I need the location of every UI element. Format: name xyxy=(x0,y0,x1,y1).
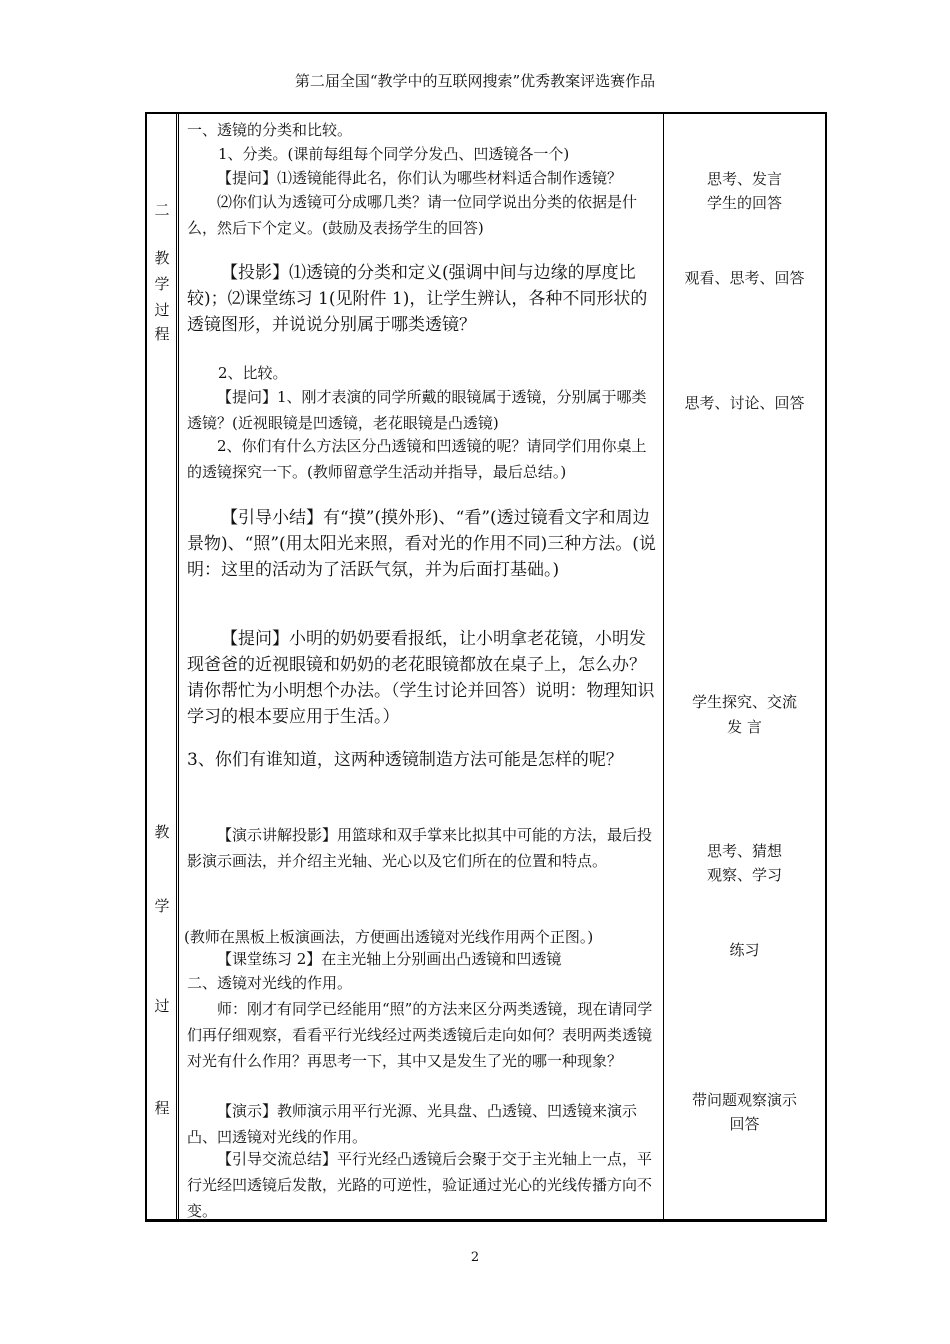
paragraph: 2、你们有什么方法区分凸透镜和凹透镜的呢？请同学们用你桌上的透镜探究一下。(教师留意学生活动并指导，最后总结。) xyxy=(187,437,647,481)
paragraph: 【投影】⑴透镜的分类和定义(强调中间与边缘的厚度比较)；⑵课堂练习 1(见附件 1)，让学生辨认，各种不同形状的透镜图形，并说说分别属于哪类透镜？ xyxy=(187,263,648,335)
section-heading: 二、透镜对光线的作用。 xyxy=(187,974,353,992)
activity-text: 思考、讨论、回答 xyxy=(684,394,805,412)
activity-text: 学生探究、交流 xyxy=(691,693,797,711)
activity-text: 观看、思考、回答 xyxy=(684,269,805,287)
side-label-char: 学 xyxy=(154,275,170,293)
paragraph: 【演示讲解投影】用篮球和双手掌来比拟其中可能的方法，最后投影演示画法，并介绍主光轴、光心以及它们所在的位置和特点。 xyxy=(187,826,653,870)
table-divider xyxy=(178,114,179,1220)
paragraph: 【课堂练习 2】在主光轴上分别画出凸透镜和凹透镜 xyxy=(217,950,562,968)
paragraph: 【提问】小明的奶奶要看报纸，让小明拿老花镜，小明发现爸爸的近视眼镜和奶奶的老花眼镜都放在桌子上，怎么办？请你帮忙为小明想个办法。（学生讨论并回答）说明：物理知识学习的根本要应用于生活。） xyxy=(187,629,655,727)
paragraph: ⑵你们认为透镜可分成哪几类？请一位同学说出分类的依据是什么，然后下个定义。(鼓励及表扬学生的回答) xyxy=(187,193,638,237)
paragraph: 1、分类。(课前每组每个同学分发凸、凹透镜各一个) xyxy=(218,145,570,163)
side-label-char: 教 xyxy=(154,823,170,841)
paragraph: (教师在黑板上板演画法，方便画出透镜对光线作用两个正图。) xyxy=(184,928,594,946)
paragraph: 3、你们有谁知道，这两种透镜制造方法可能是怎样的呢？ xyxy=(187,750,623,770)
section-heading: 一、透镜的分类和比较。 xyxy=(187,121,353,139)
document-header: 第二届全国“教学中的互联网搜索”优秀教案评选赛作品 xyxy=(294,72,656,90)
activity-text: 带问题观察演示 xyxy=(691,1091,797,1109)
paragraph: 师：刚才有同学已经能用“照”的方法来区分两类透镜，现在请同学们再仔细观察，看看平行光线经过两类透镜后走向如何？表明两类透镜对光有什么作用？再思考一下，其中又是发生了光的哪一种现象？ xyxy=(187,1000,653,1070)
side-label-char: 过 xyxy=(154,301,170,319)
side-label-char: 二 xyxy=(154,201,170,219)
paragraph: 【提问】1、刚才表演的同学所戴的眼镜属于透镜，分别属于哪类透镜？(近视眼镜是凹透镜，老花眼镜是凸透镜) xyxy=(187,388,647,432)
activity-text: 思考、猜想 xyxy=(706,842,782,860)
activity-text: 观察、学习 xyxy=(706,866,782,884)
activity-text: 学生的回答 xyxy=(706,194,782,212)
paragraph: 【提问】⑴透镜能得此名，你们认为哪些材料适合制作透镜？ xyxy=(217,169,623,187)
table-divider xyxy=(176,114,177,1220)
side-label-char: 学 xyxy=(154,897,170,915)
activity-text: 练习 xyxy=(729,941,760,959)
side-label-char: 程 xyxy=(154,325,170,343)
side-label-char: 教 xyxy=(154,249,170,267)
side-label-char: 过 xyxy=(154,997,170,1015)
activity-text: 发 言 xyxy=(727,718,762,736)
paragraph: 2、比较。 xyxy=(218,364,288,382)
page-number: 2 xyxy=(470,1250,480,1265)
paragraph: 【演示】教师演示用平行光源、光具盘、凸透镜、凹透镜来演示凸、凹透镜对光线的作用。 xyxy=(187,1102,638,1146)
paragraph: 【引导小结】有“摸”(摸外形)、“看”(透过镜看文字和周边景物)、“照”(用太阳光来照，看对光的作用不同)三种方法。(说明：这里的活动为了活跃气氛，并为后面打基础。) xyxy=(187,508,656,580)
side-label-char: 程 xyxy=(154,1099,170,1117)
paragraph: 【引导交流总结】平行光经凸透镜后会聚于交于主光轴上一点，平行光经凹透镜后发散，光路的可逆性，验证通过光心的光线传播方向不变。 xyxy=(187,1150,653,1220)
activity-text: 回答 xyxy=(729,1115,760,1133)
activity-text: 思考、发言 xyxy=(706,170,782,188)
